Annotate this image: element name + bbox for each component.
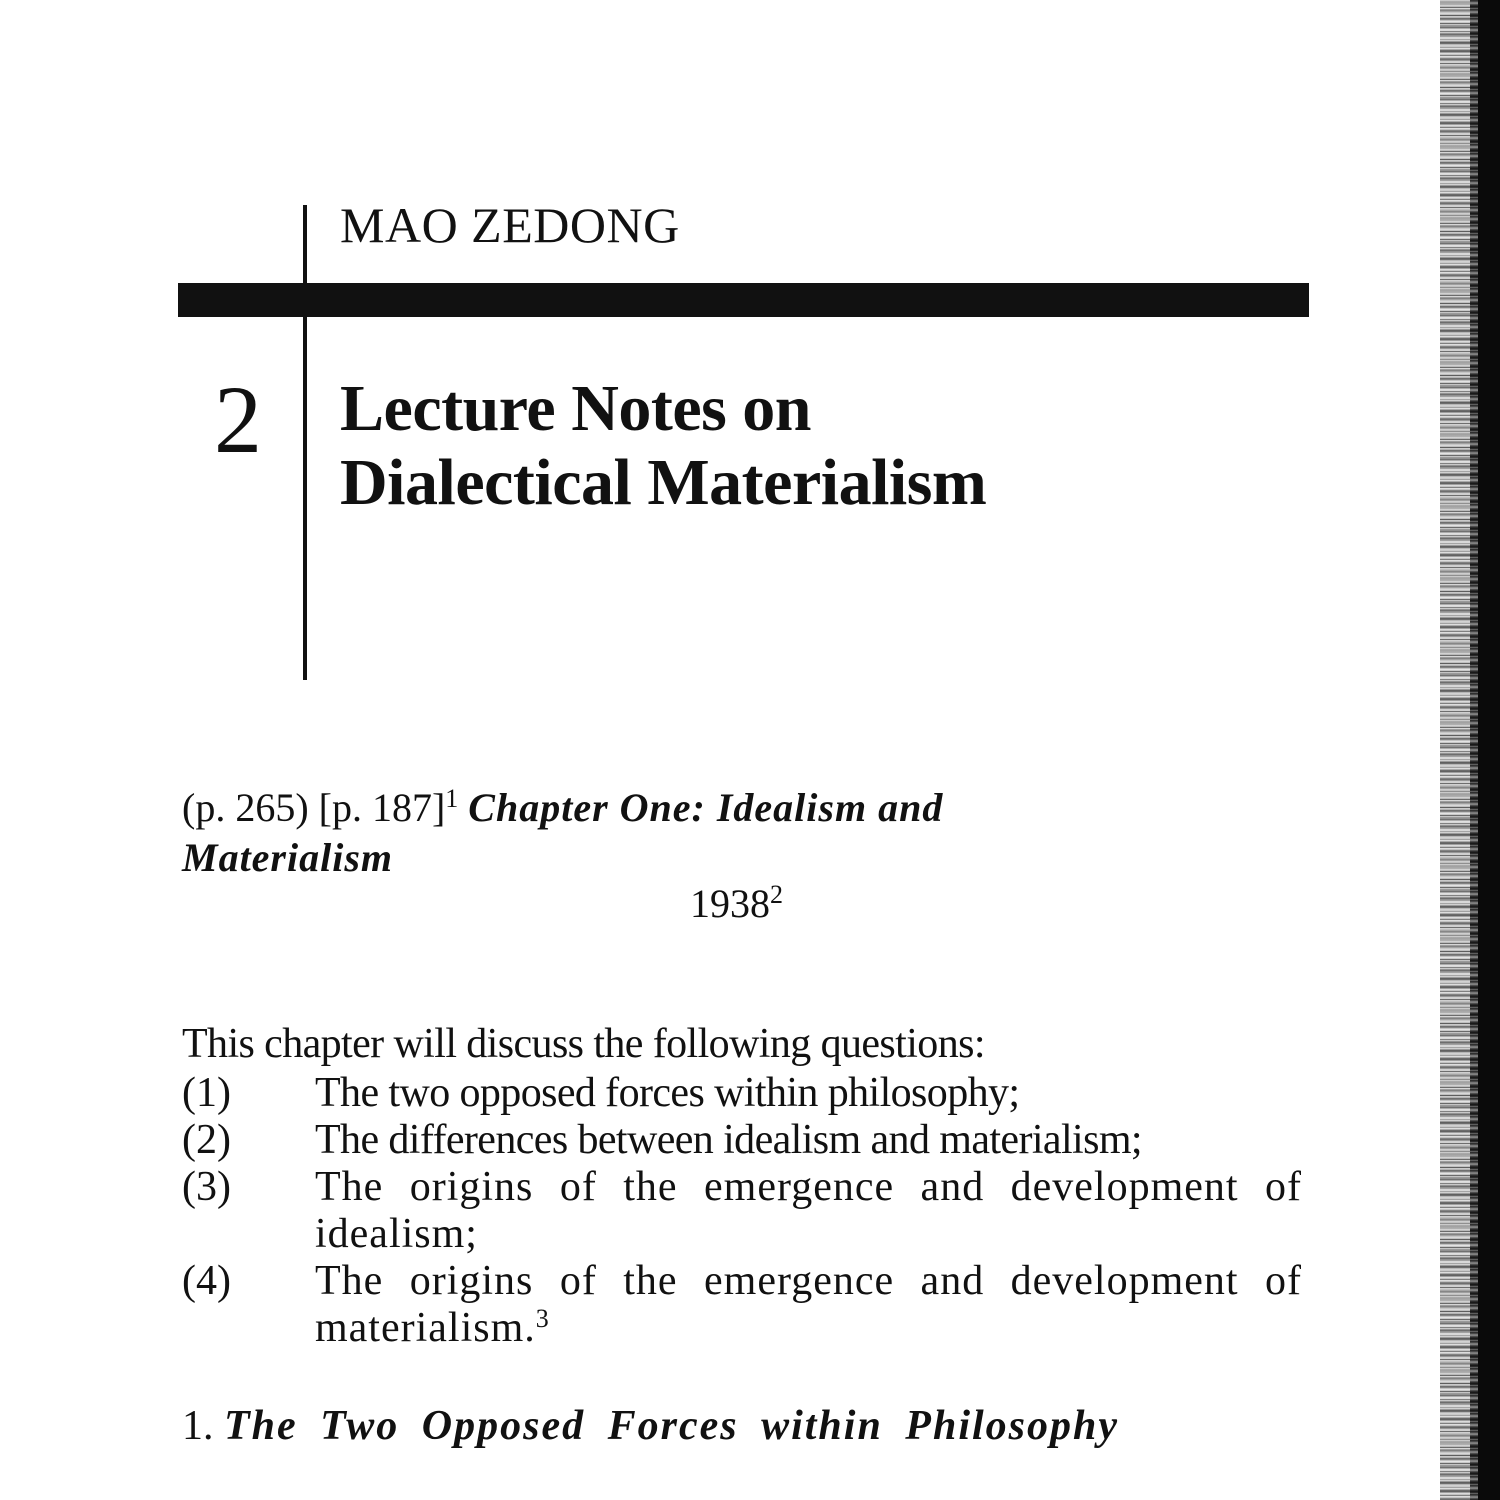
list-item xyxy=(182,1117,1302,1164)
chapter-label: Chapter One: Idealism and xyxy=(468,785,944,830)
chapter-label-cont: Materialism xyxy=(182,835,394,880)
list-item xyxy=(182,1164,1302,1258)
list-item-text-wrap xyxy=(315,1258,1302,1352)
author-name: MAO ZEDONG xyxy=(340,197,680,253)
chapter-title xyxy=(340,372,986,520)
intro-text: This chapter will discuss the following questions: xyxy=(182,1021,985,1067)
vertical-rule xyxy=(303,205,307,680)
section-number: 1. xyxy=(182,1403,214,1449)
footnote-marker-3: 3 xyxy=(535,1304,550,1333)
title-line-2: Dialectical Materialism xyxy=(340,446,987,519)
list-item-text: The differences between idealism and materialism; xyxy=(315,1117,1142,1163)
list-item-number: (3) xyxy=(182,1164,231,1210)
year xyxy=(690,880,783,927)
list-item-number: (4) xyxy=(182,1258,231,1304)
list-item xyxy=(182,1258,1302,1352)
list-item xyxy=(182,1070,1302,1117)
list-item-text: The two opposed forces within philosophy; xyxy=(315,1070,1020,1116)
question-list xyxy=(182,1070,1302,1352)
title-line-1: Lecture Notes on xyxy=(340,372,812,445)
list-item-number: (2) xyxy=(182,1117,231,1163)
horizontal-bar xyxy=(178,283,1309,317)
footnote-marker-1: 1 xyxy=(445,784,459,813)
list-item-text: The origins of the emergence and development of idealism; xyxy=(315,1164,1302,1257)
scan-gutter-edge xyxy=(1440,0,1500,1500)
list-item-text: The origins of the emergence and development of materialism. xyxy=(315,1258,1302,1351)
footnote-marker-2: 2 xyxy=(770,880,783,909)
list-item-number: (1) xyxy=(182,1070,231,1116)
page-ref: (p. 265) [p. 187] xyxy=(182,785,446,830)
chapter-number: 2 xyxy=(214,366,262,473)
year-value: 1938 xyxy=(690,881,770,926)
section-title: The Two Opposed Forces within Philosophy xyxy=(224,1403,1120,1449)
section-heading xyxy=(182,1402,1119,1450)
page-reference xyxy=(182,783,1302,883)
